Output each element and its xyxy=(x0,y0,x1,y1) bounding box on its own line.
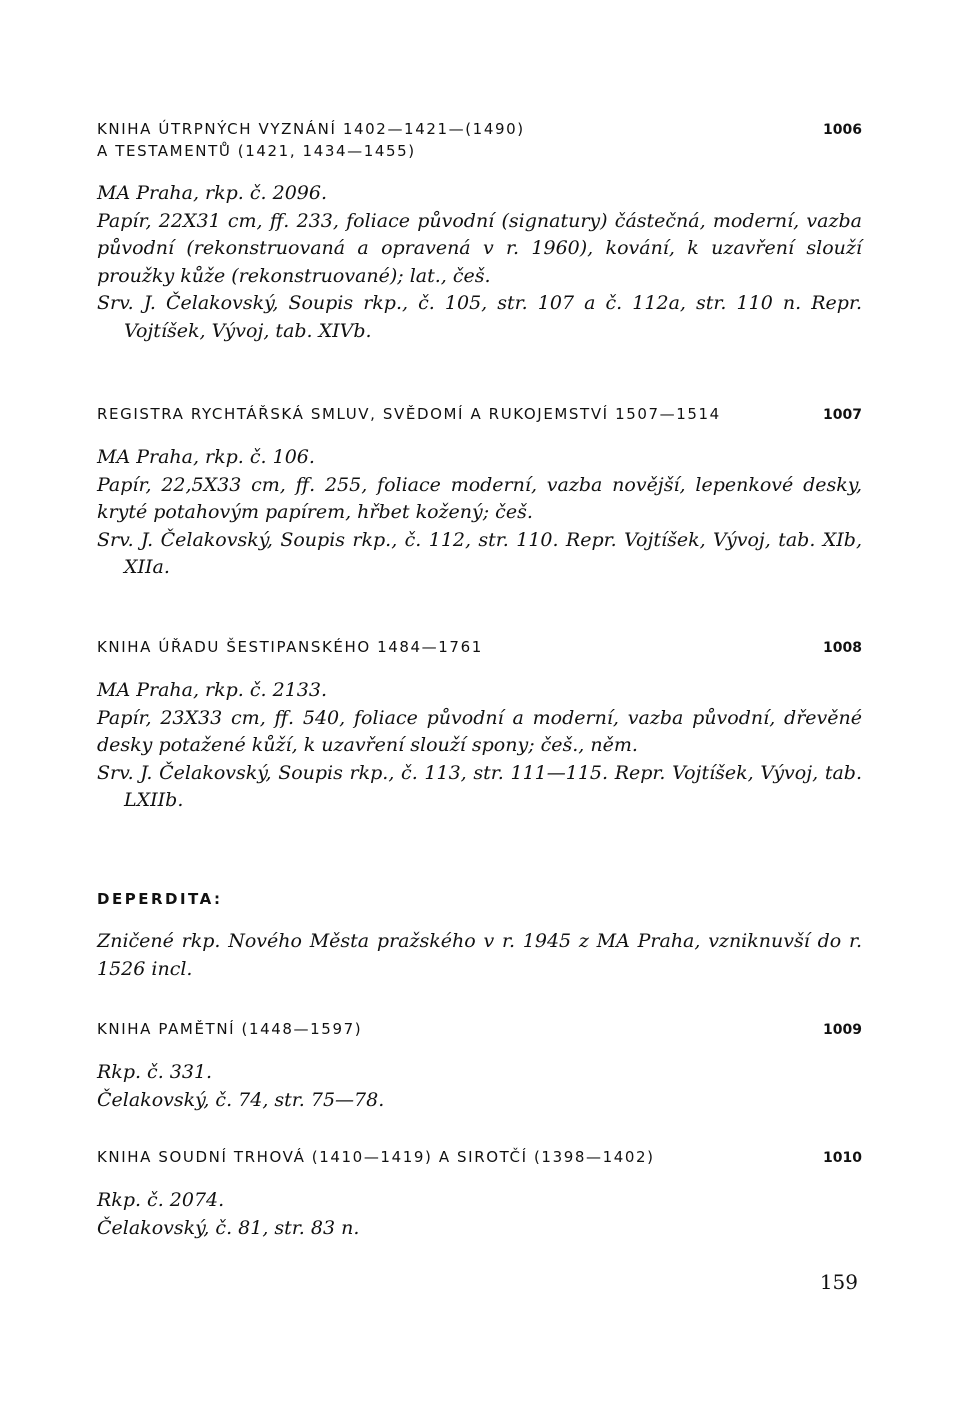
entry-1008 xyxy=(97,636,862,815)
entry-1006 xyxy=(97,118,862,345)
entry-references: Srv. J. Čelakovský, Soupis rkp., č. 105, str. 107 a č. 112a, str. 110 n. Repr. Vojtíšek, Vývoj, tab. XIVb. xyxy=(97,292,862,342)
entry-heading xyxy=(97,1018,862,1041)
entry-location: MA Praha, rkp. č. 106. xyxy=(97,446,315,468)
entry-1007 xyxy=(97,403,862,582)
entry-title: KNIHA ÚŘADU ŠESTIPANSKÉHO 1484—1761 xyxy=(97,638,483,656)
entry-references: Čelakovský, č. 81, str. 83 n. xyxy=(97,1216,360,1239)
entry-body xyxy=(97,1059,862,1114)
deperdita-text: Zničené rkp. Nového Města pražského v r. 1945 z MA Praha, vzniknuvší do r. 1526 incl. xyxy=(97,930,862,980)
entry-location: MA Praha, rkp. č. 2133. xyxy=(97,679,328,701)
entry-body xyxy=(97,180,862,345)
entry-references: Srv. J. Čelakovský, Soupis rkp., č. 112, str. 110. Repr. Vojtíšek, Vývoj, tab. XIb, XIIa. xyxy=(97,528,862,578)
entry-heading xyxy=(97,1146,862,1169)
entry-heading xyxy=(97,636,862,659)
entry-heading xyxy=(97,118,862,162)
entry-heading xyxy=(97,403,862,426)
entry-body xyxy=(97,677,862,815)
entry-location: Rkp. č. 2074. xyxy=(97,1189,225,1211)
entry-title: KNIHA ÚTRPNÝCH VYZNÁNÍ 1402—1421—(1490) A TESTAMENTŮ (1421, 1434—1455) xyxy=(97,120,525,160)
entry-references: Srv. J. Čelakovský, Soupis rkp., č. 113, str. 111—115. Repr. Vojtíšek, Vývoj, tab. LXIIb. xyxy=(97,761,862,811)
entry-1009 xyxy=(97,1018,862,1114)
entry-body xyxy=(97,1187,862,1242)
page-number: 159 xyxy=(819,1270,858,1294)
entry-description: Papír, 22,5X33 cm, ff. 255, foliace moderní, vazba novější, lepenkové desky, kryté potahovým papírem, hřbet kožený; češ. xyxy=(97,473,862,523)
entry-references: Čelakovský, č. 74, str. 75—78. xyxy=(97,1088,385,1111)
entry-location: MA Praha, rkp. č. 2096. xyxy=(97,182,328,204)
entry-title: REGISTRA RYCHTÁŘSKÁ SMLUV, SVĚDOMÍ A RUKOJEMSTVÍ 1507—1514 xyxy=(97,405,721,423)
entry-description: Papír, 23X33 cm, ff. 540, foliace původní a moderní, vazba původní, dřevěné desky potažené kůží, k uzavření slouží spony; češ., něm. xyxy=(97,706,862,756)
entry-description: Papír, 22X31 cm, ff. 233, foliace původní (signatury) částečná, moderní, vazba původní (rekonstruovaná a opravená v r. 1960), kování, k uzavření slouží proužky kůže (rekonstruované); lat., češ. xyxy=(97,209,862,287)
entry-title: KNIHA SOUDNÍ TRHOVÁ (1410—1419) A SIROTČÍ (1398—1402) xyxy=(97,1148,655,1166)
entry-number: 1009 xyxy=(823,1022,862,1038)
entry-number: 1010 xyxy=(823,1150,862,1166)
entry-number: 1006 xyxy=(823,122,862,138)
deperdita-title: DEPERDITA: xyxy=(97,890,223,908)
entry-number: 1008 xyxy=(823,640,862,656)
entry-number: 1007 xyxy=(823,407,862,423)
entry-1010 xyxy=(97,1146,862,1242)
entry-location: Rkp. č. 331. xyxy=(97,1061,213,1083)
entry-title: KNIHA PAMĚTNÍ (1448—1597) xyxy=(97,1020,363,1038)
entry-body xyxy=(97,444,862,582)
